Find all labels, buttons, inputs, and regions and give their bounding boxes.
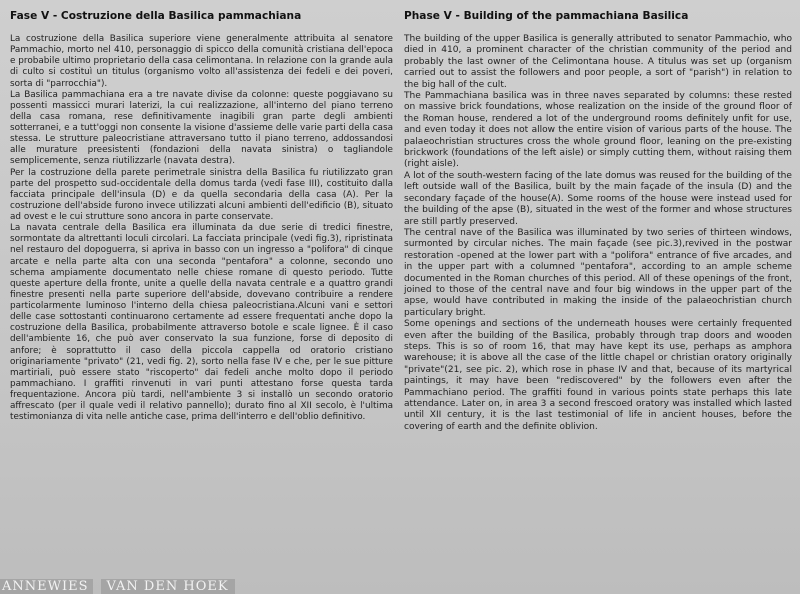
english-column bbox=[404, 10, 792, 433]
italian-paragraph-4: La navata centrale della Basilica era illuminata da due serie di tredici finestre, sormontate da altrettanti loculi circolari. La facciata principale (vedi fig.3), ripristinata nel restauro del dopoguerra, si apriva in basso con un ingresso a "polifora" di cinque arcate e nella parte alta con una seconda "pentafora" a colonne, secondo uno schema ampiamente documentato nelle chiese romane di questo periodo. Tutte queste aperture della fronte, unite a quelle della navata centrale e a quattro grandi finestre presenti nella parte superiore dell'abside, dovevano contribuire a rendere particolarmente luminoso l'interno della chiesa paleocristiana.Alcuni vani e settori delle case sottostanti continuarono certamente ad essere frequentati anche dopo la costruzione della Basilica, probabilmente attraverso botole e scale lignee. È il caso dell'ambiente 16, che può aver conservato la sua funzione, forse di deposito di anfore; è soprattutto il caso della piccola cappella od oratorio cristiano originariamente "privato" (21, vedi fig. 2), sorto nella fase IV e che, per le sue pitture martiriali, può essere stato "riscoperto" dai fedeli anche molto dopo il periodo pammachiano. I graffiti rinvenuti in vari punti attestano forse questa tarda frequentazione. Ancora più tardi, nell'ambiente 3 si installò un secondo oratorio affrescato (per il quale vedi il relativo pannello); durato fino al XII secolo, è l'ultima testimonianza di vita nelle antiche case, prima dell'interro e dell'oblio definitivo. bbox=[10, 223, 393, 423]
photographer-watermark bbox=[0, 578, 235, 594]
italian-paragraph-3: Per la costruzione della parete perimetrale sinistra della Basilica fu riutilizzato gran parte del prospetto sud-occidentale della domus tarda (vedi fase III), costituito dalla facciata principale dell'insula (D) e da quella secondaria della casa (A). Per la costruzione dell'abside furono invece utilizzati alcuni ambienti dell'edificio (B), situato ad ovest e le cui strutture sono ancora in parte conservate. bbox=[10, 167, 393, 222]
english-paragraph-5: Some openings and sections of the underneath houses were certainly frequented even after the building of the Basilica, probably through trap doors and wooden steps. This is so of room 16, that may have kept its use, perhaps as amphora warehouse; it is above all the case of the little chapel or christian oratory originally "private"(21, see pic. 2), which rose in phase IV and that, because of its martyrical paintings, it may have been "rediscovered" by the followers even after the Pammachiano period. The graffiti found in various points state perhaps this late attendance. Later on, in area 3 a second frescoed oratory was installed which lasted until XII century, it is the last testimonial of life in ancient houses, before the covering of earth and the definite oblivion. bbox=[404, 319, 792, 432]
watermark-first-name: ANNEWIES bbox=[0, 579, 93, 594]
italian-column bbox=[10, 10, 393, 423]
english-paragraph-1: The building of the upper Basilica is generally attributed to senator Pammachio, who died in 410, a prominent character of the christian community of the period and probably the last owner of the Celimontana house. A titulus was set up (organism carried out to assist the followers and poor people, a sort of "parish") in relation to the big hall of the cult. bbox=[404, 34, 792, 90]
italian-paragraph-1: La costruzione della Basilica superiore viene generalmente attribuita al senatore Pammachio, morto nel 410, personaggio di spicco della comunità cristiana dell'epoca e probabile ultimo proprietario della casa celimontana. In relazione con la grande aula di culto si costituì un titulus (organismo volto all'assistenza dei fedeli e dei poveri, sorta di "parrocchia"). bbox=[10, 34, 393, 89]
english-paragraph-2: The Pammachiana basilica was in three naves separated by columns: these rested on massive brick foundations, whose realization on the inside of the ground floor of the Roman house, rendered a lot of the underground rooms definitely unfit for use, and even today it does not allow the entire vision of various parts of the house. The palaeochristian structures cross the whole ground floor, leaning on the pre-existing brickwork (foundations of the left aisle) or simply cutting them, without raising them (right aisle). bbox=[404, 91, 792, 170]
italian-paragraph-2: La Basilica pammachiana era a tre navate divise da colonne: queste poggiavano su possenti massicci murari laterizi, la cui realizzazione, all'interno del piano terreno della casa romana, rese definitivamente inagibili gran parte degli ambienti sotterranei, e a tutt'oggi non consente la visione d'assieme delle varie parti della casa stessa. Le strutture paleocristiane attraversano tutto il piano terreno, addossandosi alle murature preesistenti (fondazioni della navata sinistra) o tagliandole semplicemente, senza riutilizzarle (navata destra). bbox=[10, 89, 393, 167]
italian-heading: Fase V - Costruzione della Basilica pammachiana bbox=[10, 10, 302, 22]
english-heading: Phase V - Building of the pammachiana Basilica bbox=[404, 10, 689, 22]
watermark-last-name: VAN DEN HOEK bbox=[101, 579, 235, 594]
english-paragraph-4: The central nave of the Basilica was illuminated by two series of thirteen windows, surmonted by circular niches. The main façade (see pic.3),revived in the postwar restoration -opened at the lower part with a "polifora" entrance of five arcades, and in the upper part with a columned "pentafora", according to an ample scheme documented in the Roman churches of this period. All of these openings of the front, joined to those of the central nave and four big windows in the upper part of the apse, would have contributed in making the inside of the palaeochristian church particulary bright. bbox=[404, 227, 792, 318]
english-paragraph-3: A lot of the south-western facing of the late domus was reused for the building of the left outside wall of the Basilica, built by the main façade of the insula (D) and the secondary façade of the house(A). Some rooms of the house were instead used for the building of the apse (B), situated in the west of the former and whose structures are still partly preserved. bbox=[404, 170, 792, 227]
